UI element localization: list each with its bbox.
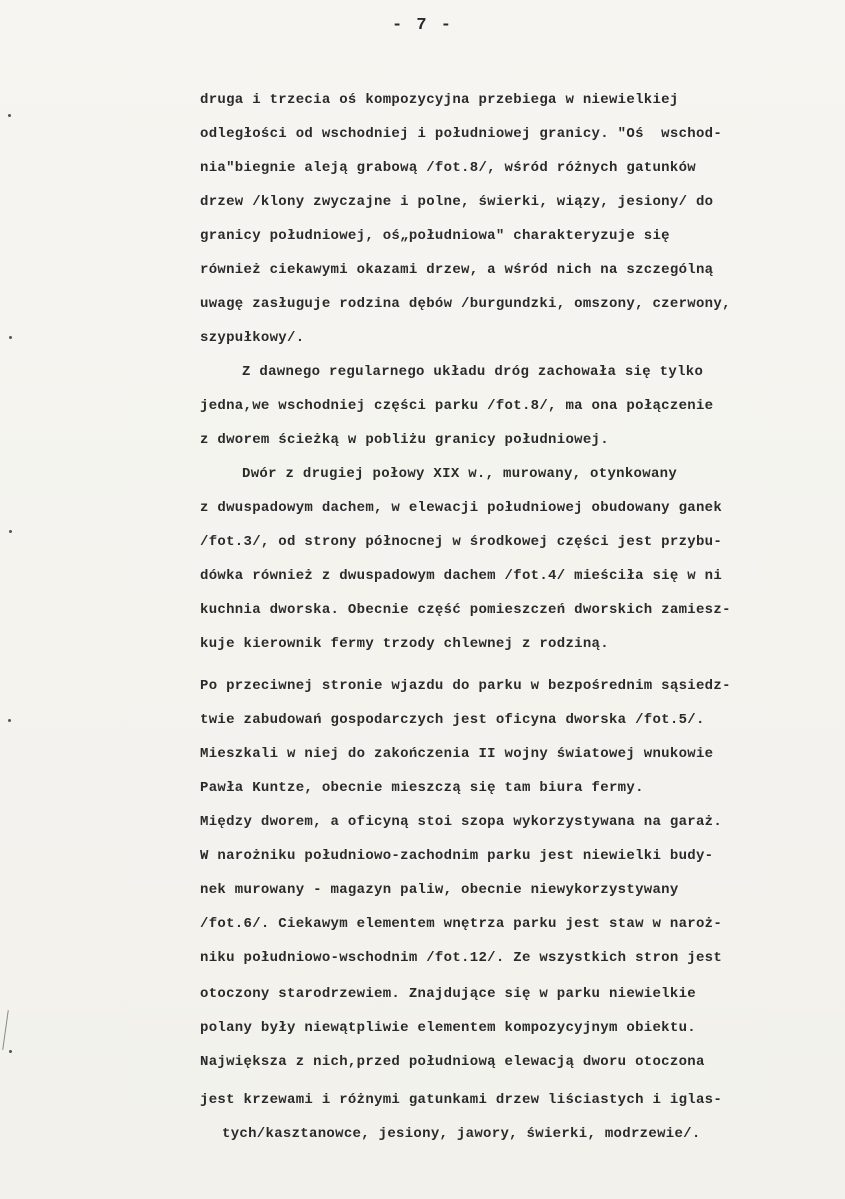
scan-speck	[8, 719, 11, 722]
text-line: twie zabudowań gospodarczych jest oficyna dworska /fot.5/.	[200, 712, 705, 728]
text-line: Z dawnego regularnego układu dróg zachowała się tylko	[242, 364, 704, 380]
text-line: z dworem ścieżką w pobliżu granicy południowej.	[200, 432, 609, 448]
text-line: drzew /klony zwyczajne i polne, świerki, wiązy, jesiony/ do	[200, 194, 714, 210]
text-line: Między dworem, a oficyną stoi szopa wykorzystywana na garaż.	[200, 814, 723, 830]
text-line: Dwór z drugiej połowy XIX w., murowany, otynkowany	[242, 466, 678, 482]
text-line: nia"biegnie aleją grabową /fot.8/, wśród różnych gatunków	[200, 160, 696, 176]
text-line: otoczony starodrzewiem. Znajdujące się w parku niewielkie	[200, 986, 696, 1002]
scan-speck	[9, 1050, 12, 1053]
text-line: Pawła Kuntze, obecnie mieszczą się tam biura fermy.	[200, 780, 644, 796]
page-number: - 7 -	[391, 16, 453, 35]
scan-speck	[9, 336, 12, 339]
text-line: Po przeciwnej stronie wjazdu do parku w bezpośrednim sąsiedz-	[200, 678, 731, 694]
text-line: dówka również z dwuspadowym dachem /fot.4/ mieściła się w ni	[200, 568, 723, 584]
scan-speck	[8, 114, 11, 117]
text-line: z dwuspadowym dachem, w elewacji południowej obudowany ganek	[200, 500, 723, 516]
text-line: kuchnia dworska. Obecnie część pomieszczeń dworskich zamiesz-	[200, 602, 731, 618]
text-line: odległości od wschodniej i południowej granicy. "Oś wschod-	[200, 126, 723, 142]
text-line: Największa z nich,przed południową elewacją dworu otoczona	[200, 1054, 705, 1070]
text-line: /fot.3/, od strony północnej w środkowej części jest przybu-	[200, 534, 723, 550]
text-line: /fot.6/. Ciekawym elementem wnętrza parku jest staw w naroż-	[200, 916, 723, 932]
text-line: W narożniku południowo-zachodnim parku jest niewielki budy-	[200, 848, 714, 864]
text-line: druga i trzecia oś kompozycyjna przebiega w niewielkiej	[200, 92, 679, 108]
text-line: kuje kierownik fermy trzody chlewnej z rodziną.	[200, 636, 609, 652]
text-line: szypułkowy/.	[200, 330, 305, 346]
text-line: również ciekawymi okazami drzew, a wśród nich na szczególną	[200, 262, 714, 278]
text-line: nek murowany - magazyn paliw, obecnie niewykorzystywany	[200, 882, 679, 898]
text-line: tych/kasztanowce, jesiony, jawory, świerki, modrzewie/.	[222, 1126, 701, 1142]
scan-speck	[9, 530, 12, 533]
text-line: jedna,we wschodniej części parku /fot.8/, ma ona połączenie	[200, 398, 714, 414]
text-line: jest krzewami i różnymi gatunkami drzew liściastych i iglas-	[200, 1092, 723, 1108]
text-line: Mieszkali w niej do zakończenia II wojny światowej wnukowie	[200, 746, 714, 762]
scan-edge-line	[2, 1010, 9, 1050]
text-line: granicy południowej, oś„południowa" charakteryzuje się	[200, 228, 670, 244]
text-line: uwagę zasługuje rodzina dębów /burgundzki, omszony, czerwony,	[200, 296, 731, 312]
text-line: polany były niewątpliwie elementem kompozycyjnym obiektu.	[200, 1020, 696, 1036]
text-line: niku południowo-wschodnim /fot.12/. Ze wszystkich stron jest	[200, 950, 723, 966]
